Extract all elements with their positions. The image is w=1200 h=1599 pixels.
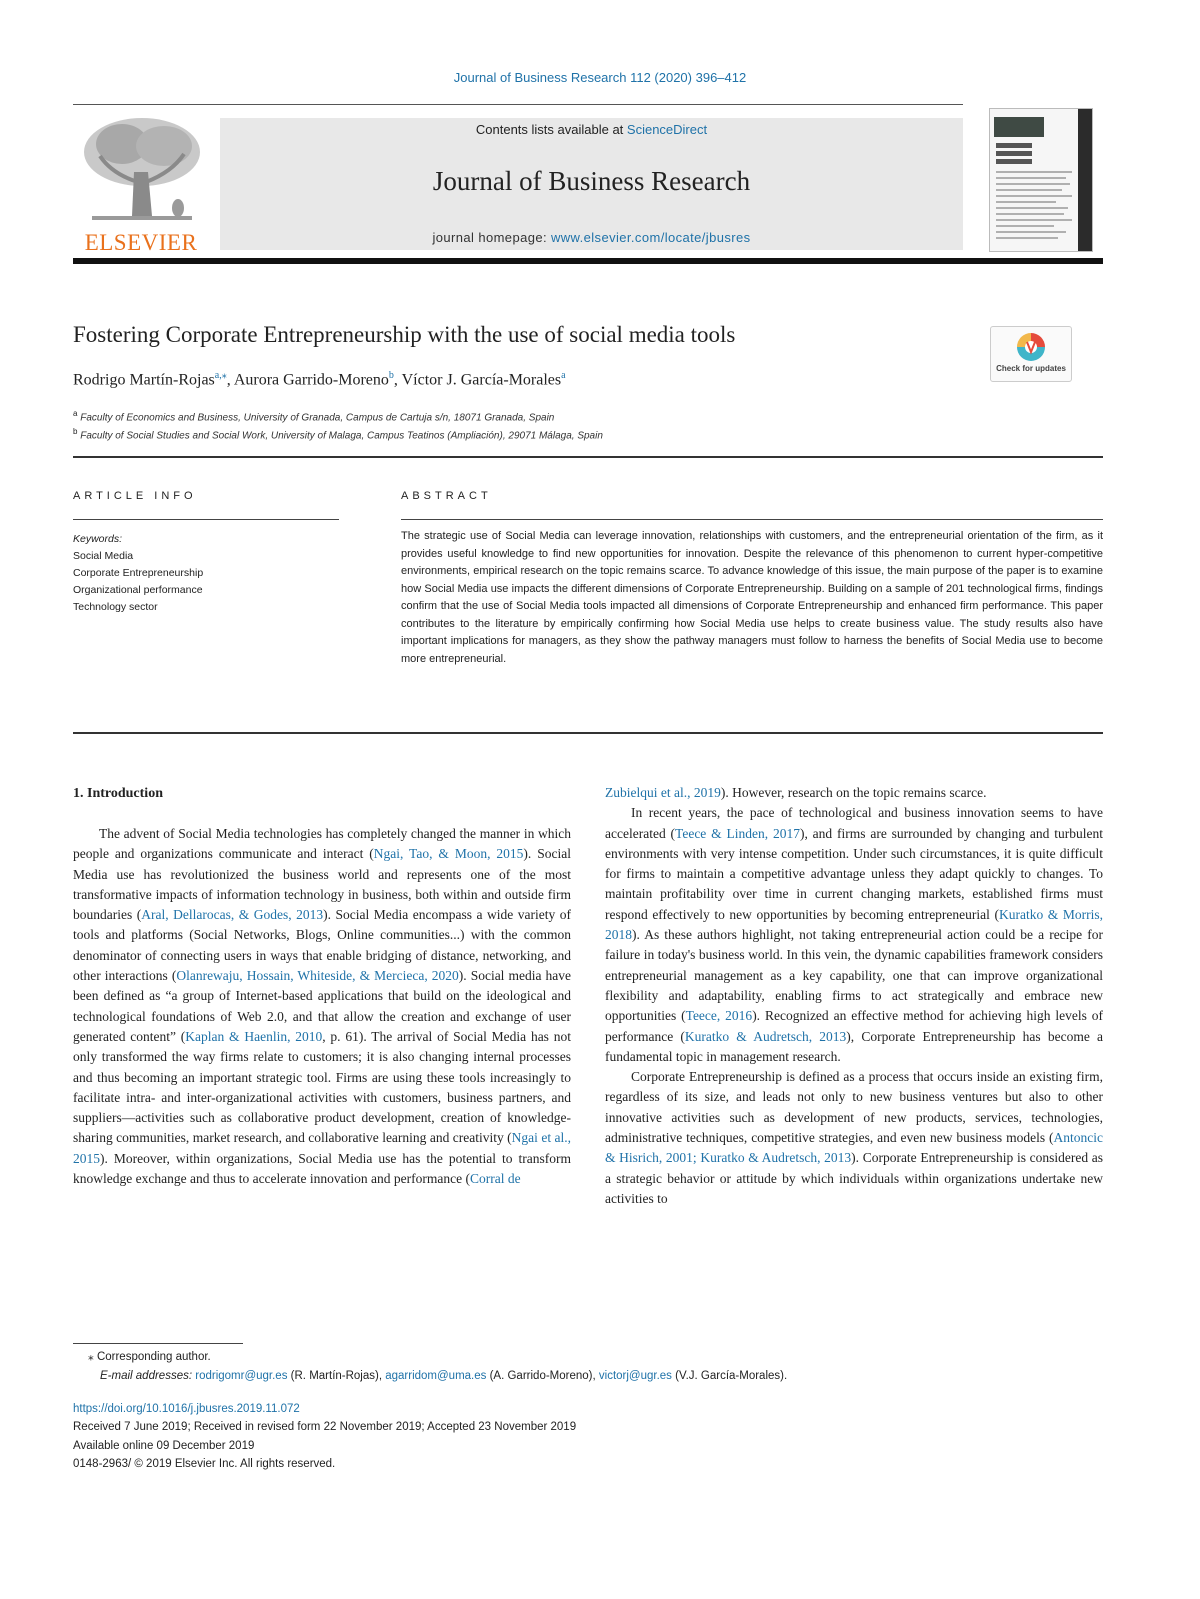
keywords-label: Keywords: [73, 533, 123, 545]
citation-link[interactable]: Ngai et al., 2015 [73, 1130, 572, 1166]
publisher-logo: ELSEVIER [84, 230, 198, 255]
homepage-line [220, 230, 963, 245]
author-affil-sup[interactable]: b [388, 370, 394, 381]
citation-link[interactable]: Kaplan & Haenlin, 2010 [185, 1028, 323, 1044]
text-run: The advent of Social Media technologies has completely changed the manner in which people and organizations communicate and interact ( [73, 826, 571, 862]
available-online-date: Available online 09 December 2019 [73, 1440, 255, 1452]
text-run: ). Social media have been defined as “a group of Internet-based applications that build on the ideological and technological foundations of Web 2.0, and that allow the creation and exchange of user generated content” ( [73, 968, 572, 1044]
text-run: , p. 61). The arrival of Social Media has not only transformed the way firms relate to customers; it is also changing internal processes and thus becoming an important strategic tool. Firms are using these tools increasingly to facilitate intra- and inter-organizational activities with customers, business partners, and suppliers—activities such as collaborative product development, creation of knowledge-sharing communities, market research, and collaborative learning and creativity ( [73, 1028, 571, 1146]
text-run: In recent years, the pace of technological and business innovation seems to have accelerated ( [605, 805, 1103, 841]
text-run: ). However, research on the topic remains scarce. [720, 785, 987, 800]
tree-icon [72, 112, 210, 232]
text-run: ). Recognized an effective method for achieving high levels of performance ( [605, 1008, 1103, 1044]
citation-link[interactable]: Kuratko & Audretsch, 2013 [684, 1028, 847, 1044]
affiliation-marker: b [73, 427, 78, 436]
email-addresses [100, 1370, 1100, 1382]
affiliation-rule [73, 456, 1103, 458]
citation-link[interactable]: Ngai, Tao, & Moon, 2015 [373, 846, 524, 862]
paper-title: Fostering Corporate Entrepreneurship with the use of social media tools [73, 322, 736, 347]
author-affil-sup[interactable]: a [561, 370, 566, 381]
email-owner: (R. Martín-Rojas), [287, 1370, 386, 1382]
text-run: ), Corporate Entrepreneurship has become a fundamental topic in management research. [605, 1028, 1103, 1064]
masthead-bottom-rule [73, 258, 1103, 264]
journal-title: Journal of Business Research [432, 166, 751, 196]
abstract-heading: ABSTRACT [401, 490, 492, 502]
body-column-right [605, 783, 1103, 1209]
paragraph [605, 783, 1103, 803]
crossmark-label: Check for updates [996, 364, 1066, 373]
keyword-item: Corporate Entrepreneurship [73, 567, 204, 579]
homepage-prefix: journal homepage: [432, 230, 551, 245]
keywords-block [73, 531, 339, 616]
email-owner: (V.J. García-Morales). [671, 1370, 788, 1382]
corresponding-author-note: ⁎ Corresponding author. [88, 1351, 211, 1363]
sciencedirect-link[interactable]: ScienceDirect [626, 122, 708, 137]
citation-link[interactable]: Teece & Linden, 2017 [675, 825, 800, 841]
citation-link[interactable]: Kuratko & Morris, 2018 [605, 906, 1103, 943]
copyright-line: 0148-2963/ © 2019 Elsevier Inc. All rights reserved. [73, 1458, 336, 1470]
citation-link[interactable]: Teece, 2016 [685, 1008, 753, 1024]
affiliation-a [73, 409, 973, 423]
citation-link[interactable]: Olanrewaju, Hossain, Whiteside, & Mercieca, 2020 [176, 968, 459, 984]
affiliation-marker: a [73, 409, 78, 418]
body-column-left [73, 824, 571, 1189]
text-run: ). Social Media encompass a wide variety of tools and platforms (Social Networks, Blogs, Online communities...) with the common denominator of connecting users in ways that enable bridging of distance, networking, and other interactions ( [73, 907, 572, 984]
section-heading-introduction: 1. Introduction [73, 786, 163, 801]
keyword-item: Organizational performance [73, 584, 203, 596]
text-run: Corporate Entrepreneurship is defined as a process that occurs inside an existing firm, regardless of its size, and leads not only to new business ventures but also to other innovative activities such as development of new products, services, technologies, administrative techniques, competitive strategies, and even new business models ( [605, 1069, 1103, 1146]
journal-cover-icon [990, 109, 1092, 251]
contents-prefix: Contents lists available at [475, 122, 627, 137]
affiliation-text: Faculty of Social Studies and Social Work, University of Malaga, Campus Teatinos (Ampliación), 29071 Málaga, Spain [80, 430, 603, 442]
keyword-item: Social Media [73, 550, 134, 562]
paragraph [605, 1067, 1103, 1209]
email-owner: (A. Garrido-Moreno), [486, 1370, 599, 1382]
keyword-item: Technology sector [73, 601, 158, 613]
abstract-bottom-rule [73, 732, 1103, 734]
masthead-top-rule [73, 104, 963, 105]
text-run: ). Corporate Entrepreneurship is considered as a strategic behavior or attitude by which individuals within organizations undertake new activities to [605, 1150, 1103, 1206]
author-affil-sup[interactable]: a,⁎ [214, 370, 227, 381]
check-for-updates-badge[interactable] [990, 326, 1072, 382]
text-run: ). Social Media use has revolutionized the business world and represents one of the most transformative impacts of information technology in business, both within and outside firm boundaries ( [73, 846, 571, 923]
paragraph [73, 824, 571, 1189]
email-link[interactable]: agarridom@uma.es [385, 1370, 487, 1382]
affiliation-text: Faculty of Economics and Business, University of Granada, Campus de Cartuja s/n, 18071 Granada, Spain [80, 412, 555, 424]
article-info-heading: ARTICLE INFO [73, 490, 197, 502]
author-list: Rodrigo Martín-Rojas$^{a,⁎}$, Aurora Garrido-Moreno$^b$, Víctor J. García-Morales$^a$ [73, 370, 566, 389]
author-name: Rodrigo Martín-Rojas [73, 371, 215, 389]
email-link[interactable]: victorj@ugr.es [598, 1370, 672, 1382]
received-dates: Received 7 June 2019; Received in revised form 22 November 2019; Accepted 23 November 2019 [73, 1421, 577, 1433]
doi-link[interactable]: https://doi.org/10.1016/j.jbusres.2019.11.072 [73, 1403, 300, 1415]
citation-link[interactable]: Corral de [469, 1171, 521, 1187]
author-name: Víctor J. García-Morales [401, 371, 562, 389]
text-run: ). Moreover, within organizations, Social Media use has the potential to transform knowledge exchange and thus to accelerate innovation and performance ( [73, 1150, 571, 1187]
journal-cover-thumbnail[interactable] [989, 108, 1093, 252]
abstract-rule [401, 519, 1103, 520]
paragraph [605, 803, 1103, 1067]
email-label: E-mail addresses: [100, 1370, 193, 1382]
citation-link[interactable]: Aral, Dellarocas, & Godes, 2013 [141, 907, 324, 923]
affiliation-b [73, 427, 973, 441]
email-link[interactable]: rodrigomr@ugr.es [195, 1370, 288, 1382]
text-run: ), and firms are surrounded by changing and turbulent environments with very intense competition. Under such circumstances, it is quite difficult for firms to maintain a competitive advantage unless they adapt quickly to changes. To maintain profitability over time in current changing markets, established firms must respond effectively to new opportunities by becoming entrepreneurial ( [605, 825, 1103, 922]
text-run: ). As these authors highlight, not taking entrepreneurial action could be a recipe for failure in today's business world. In this vein, the dynamic capabilities framework considers entrepreneurial management as a key capability, one that can improve organizational flexibility and adaptability, enabling firms to act strategically and embrace new opportunities ( [605, 927, 1103, 1024]
citation-link[interactable]: Antoncic & Hisrich, 2001; Kuratko & Audretsch, 2013 [605, 1130, 1103, 1166]
homepage-link[interactable]: www.elsevier.com/locate/jbusres [550, 230, 751, 245]
author-name: Aurora Garrido-Moreno [233, 371, 389, 389]
abstract-text: The strategic use of Social Media can leverage innovation, relationships with customers, and the entrepreneurial orientation of the firm, as it provides useful knowledge to find new opportunities for innovation. Despite the relevance of this phenomenon to current hyper-competitive environments, empirical research on the topic remains scarce. To advance knowledge of this issue, the main purpose of the paper is to examine how Social Media use impacts the different dimensions of Corporate Entrepreneurship. Building on a sample of 201 technological firms, findings confirm that the use of Social Media tools impacted all dimensions of Corporate Entrepreneurship and enhanced firm performance. This paper contributes to the literature by empirically confirming how Social Media use helps to create business value. The study results also have important implications for managers, as they show the pathway managers must follow to harness the benefits of Social Media use to become more entrepreneurial. [401, 530, 1103, 665]
article-info-rule [73, 519, 339, 520]
citation-link[interactable]: Zubielqui et al., 2019 [605, 785, 721, 800]
contents-line [220, 122, 963, 137]
running-head[interactable]: Journal of Business Research 112 (2020) 396–412 [453, 70, 747, 85]
footnote-rule [73, 1343, 243, 1344]
